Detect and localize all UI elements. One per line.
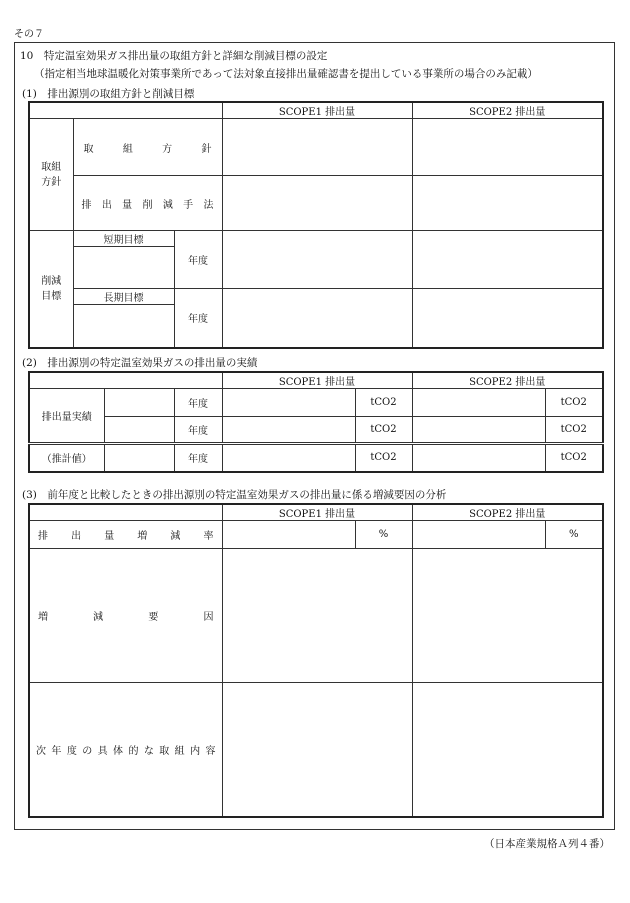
unit-label: tCO2 [355,389,412,417]
rate-char: 排 [38,531,48,542]
subsection-1-heading: (1) 排出源別の取組方針と削減目標 [22,88,195,100]
short-term-year-label: 年度 [174,231,222,289]
rate-scope1-field[interactable] [222,521,355,549]
emissions-actual-table [28,371,604,473]
long-term-value-field[interactable] [73,305,174,348]
rate-char: 増 [137,531,148,542]
header-blank-cell [29,504,222,521]
method-char: 排 [81,199,92,211]
policy-char: 針 [201,143,212,155]
policy-row-label [73,119,222,176]
unit-label: tCO2 [545,444,603,472]
long-term-label: 長期目標 [73,289,174,305]
estimate-label: （推計値） [29,444,104,472]
plan-char: 内 [190,745,201,757]
unit-label: tCO2 [355,444,412,472]
factor-char: 減 [93,612,104,623]
actual-year-field-1[interactable] [104,389,174,417]
subsection-3-heading: (3) 前年度と比較したときの排出源別の特定温室効果ガスの排出量に係る増減要因の分析 [22,489,447,501]
plan-scope1-field[interactable] [222,683,412,817]
actual-label: 排出量実績 [29,389,104,444]
rate-scope2-field[interactable] [412,521,545,549]
factor-row-label [29,549,222,683]
policy-scope1-field[interactable] [222,119,412,176]
factor-char: 要 [148,612,159,623]
scope2-header: SCOPE2 排出量 [412,504,603,521]
plan-char: 年 [51,745,62,757]
short-term-scope2-field[interactable] [412,231,603,289]
plan-char: の [82,745,93,757]
percent-label: % [355,521,412,549]
plan-char: 組 [174,745,185,757]
method-row-label [73,176,222,231]
year-label: 年度 [174,417,222,444]
year-label: 年度 [174,444,222,472]
long-term-year-label: 年度 [174,289,222,348]
unit-label: tCO2 [355,417,412,444]
policy-char: 方 [162,143,173,155]
subsection-2-heading: (2) 排出源別の特定温室効果ガスの排出量の実績 [22,357,258,369]
footer-note: （日本産業規格Ａ列４番） [484,838,610,850]
scope2-header: SCOPE2 排出量 [412,372,603,389]
method-scope2-field[interactable] [412,176,603,231]
plan-char: な [143,745,154,757]
rate-char: 減 [170,531,181,542]
scope1-header: SCOPE1 排出量 [222,372,412,389]
short-term-label: 短期目標 [73,231,174,247]
scope2-header: SCOPE2 排出量 [412,102,603,119]
section-note: （指定相当地球温暖化対策事業所であって法対象直接排出量確認書を提出している事業所の場合のみ記載） [34,68,538,80]
header-blank-cell [29,372,222,389]
rate-char: 量 [104,531,115,542]
plan-char: 度 [66,745,77,757]
year-label: 年度 [174,389,222,417]
section-title: 10 特定温室効果ガス排出量の取組方針と詳細な削減目標の設定 [20,50,328,62]
long-term-scope2-field[interactable] [412,289,603,348]
unit-label: tCO2 [545,417,603,444]
policy-char: 取 [83,143,94,155]
method-char: 法 [203,199,214,211]
factor-char: 増 [38,612,48,623]
estimate-scope1-value[interactable] [222,444,355,472]
plan-row-label [29,683,222,817]
rate-row-label [29,521,222,549]
plan-char: 体 [113,745,124,757]
rate-char: 出 [71,531,82,542]
scope1-header: SCOPE1 排出量 [222,102,412,119]
plan-char: 次 [36,745,46,757]
method-char: 削 [142,199,153,211]
actual-scope2-value-1[interactable] [412,389,545,417]
method-char: 出 [101,199,112,211]
policy-group-label: 取組 方針 [29,119,73,231]
short-term-scope1-field[interactable] [222,231,412,289]
header-blank-cell [29,102,222,119]
rate-char: 率 [203,531,214,542]
plan-char: 容 [205,745,216,757]
factor-scope2-field[interactable] [412,549,603,683]
plan-char: 的 [128,745,139,757]
policy-target-table [28,101,604,349]
factor-char: 因 [203,612,214,623]
method-scope1-field[interactable] [222,176,412,231]
plan-char: 具 [97,745,108,757]
estimate-scope2-value[interactable] [412,444,545,472]
actual-scope1-value-1[interactable] [222,389,355,417]
long-term-scope1-field[interactable] [222,289,412,348]
actual-year-field-2[interactable] [104,417,174,444]
factor-scope1-field[interactable] [222,549,412,683]
short-term-value-field[interactable] [73,247,174,289]
percent-label: % [545,521,603,549]
method-char: 減 [162,199,173,211]
unit-label: tCO2 [545,389,603,417]
page-label: その７ [14,29,44,40]
scope1-header: SCOPE1 排出量 [222,504,412,521]
change-analysis-table [28,503,604,818]
method-char: 手 [183,199,194,211]
plan-scope2-field[interactable] [412,683,603,817]
policy-char: 組 [122,143,133,155]
method-char: 量 [122,199,133,211]
policy-scope2-field[interactable] [412,119,603,176]
target-group-label: 削減 目標 [29,231,73,348]
actual-scope1-value-2[interactable] [222,417,355,444]
actual-scope2-value-2[interactable] [412,417,545,444]
estimate-year-field[interactable] [104,444,174,472]
plan-char: 取 [159,745,170,757]
